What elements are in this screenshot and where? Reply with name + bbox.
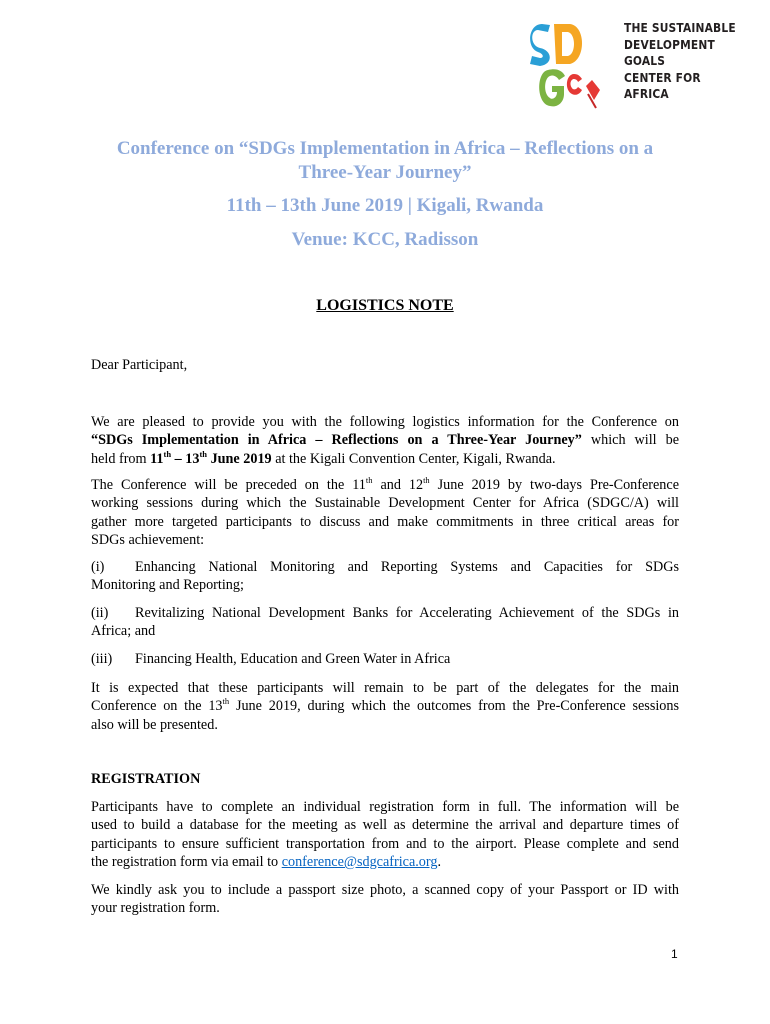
intro-line-2 <box>91 431 679 449</box>
logo-wordmark <box>624 20 736 103</box>
intro-text: at the Kigali Convention Center, Kigali, Rwanda. <box>271 450 556 467</box>
registration-line-2: used to build a database for the meeting as well as determine the arrival and departure times of <box>91 817 679 834</box>
conference-name-bold: “SDGs Implementation in Africa – Reflections on a Three-Year Journey” <box>91 432 582 449</box>
registration-line-3: participants to ensure sufficient transportation from and to the airport. Please complete and send <box>91 835 679 852</box>
list-number: (ii) <box>91 605 109 621</box>
preconf-sup: th <box>423 475 430 485</box>
intro-line-2-rest: which will be <box>581 432 679 449</box>
expected-line-1: It is expected that these participants will remain to be part of the delegates for the main <box>91 680 679 696</box>
preconf-text: and 12 <box>372 477 424 493</box>
sdgc-africa-logo <box>528 16 736 112</box>
preconf-text: The Conference will be preceded on the 11 <box>91 477 366 493</box>
preconf-line-1 <box>91 476 679 494</box>
passport-line-1: We kindly ask you to include a passport size photo, a scanned copy of your Passport or ID with <box>91 882 679 898</box>
intro-bold: – 13 <box>171 450 200 467</box>
sdgc-logo-mark-icon <box>528 16 624 112</box>
list-text-continued: Monitoring and Reporting; <box>91 577 244 594</box>
intro-bold: June 2019 <box>207 450 272 467</box>
registration-email-link[interactable]: conference@sdgcafrica.org <box>281 853 438 870</box>
conference-title <box>0 137 770 185</box>
list-text: Financing Health, Education and Green Water in Africa <box>135 651 451 667</box>
list-text: Revitalizing National Development Banks for Accelerating Achievement of the SDGs in <box>135 605 679 621</box>
registration-line-1: Participants have to complete an individual registration form in full. The information will be <box>91 799 679 815</box>
preconference-paragraph <box>91 476 679 549</box>
list-text-continued: Africa; and <box>91 623 156 640</box>
logo-line: THE SUSTAINABLE <box>624 20 736 35</box>
preconf-sup: th <box>365 475 373 485</box>
registration-line-4 <box>91 853 679 871</box>
passport-line-2: your registration form. <box>91 900 220 917</box>
registration-text: . <box>437 853 442 870</box>
intro-bold: 11 <box>150 450 164 467</box>
logo-line: DEVELOPMENT <box>624 36 715 52</box>
list-number: (i) <box>91 559 105 575</box>
preconf-line-3: gather more targeted participants to discuss and make commitments in three critical areas for <box>91 513 679 530</box>
list-item <box>91 558 679 595</box>
expected-text: June 2019, during which the outcomes from the Pre-Conference sessions <box>229 698 679 715</box>
logo-line: GOALS <box>624 53 666 69</box>
list-number: (iii) <box>91 651 113 667</box>
title-line-1: Conference on “SDGs Implementation in Africa – Reflections on a <box>116 138 654 159</box>
intro-sup: th <box>199 448 208 459</box>
registration-text: the registration form via email to <box>91 853 282 870</box>
expected-line-3: also will be presented. <box>91 716 218 733</box>
preconf-text: June 2019 by two-days Pre-Conference <box>429 477 679 493</box>
expected-paragraph <box>91 679 679 734</box>
logo-line: CENTER FOR <box>624 69 701 85</box>
preconf-line-4: SDGs achievement: <box>91 531 205 548</box>
title-line-2: Three-Year Journey” <box>298 162 472 183</box>
logistics-note-title: LOGISTICS NOTE <box>316 297 454 314</box>
intro-line-3 <box>91 450 679 468</box>
registration-paragraph <box>91 798 679 871</box>
intro-sup: th <box>163 448 172 459</box>
logo-line: AFRICA <box>624 86 669 102</box>
preconf-line-2: working sessions during which the Sustainable Development Center for Africa (SDGC/A) will <box>91 495 679 512</box>
conference-dates: 11th – 13th June 2019 | Kigali, Rwanda <box>226 195 544 216</box>
intro-line-1: We are pleased to provide you with the following logistics information for the Conference on <box>91 414 679 430</box>
expected-sup: th <box>222 696 230 707</box>
registration-heading: REGISTRATION <box>91 771 201 787</box>
expected-line-2 <box>91 697 679 715</box>
list-item <box>91 604 679 641</box>
conference-venue: Venue: KCC, Radisson <box>291 229 479 250</box>
salutation: Dear Participant, <box>91 357 188 373</box>
list-text: Enhancing National Monitoring and Reporting Systems and Capacities for SDGs <box>135 559 679 575</box>
expected-text: Conference on the 13 <box>91 698 223 715</box>
passport-paragraph <box>91 881 679 918</box>
list-item <box>91 650 679 668</box>
intro-paragraph <box>91 413 679 468</box>
intro-text: held from <box>91 450 151 467</box>
page-number: 1 <box>671 947 678 961</box>
